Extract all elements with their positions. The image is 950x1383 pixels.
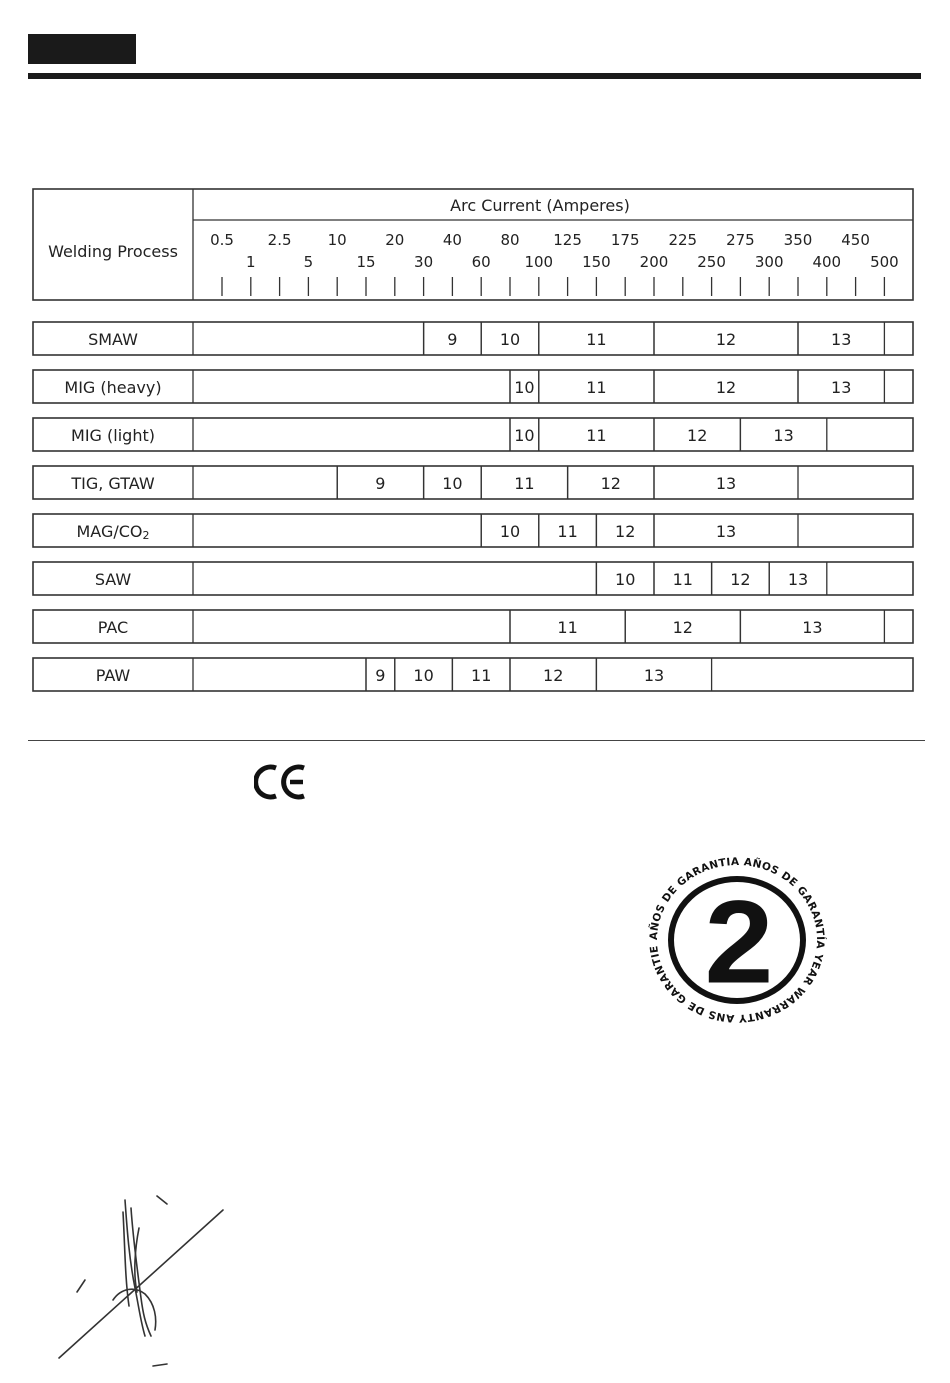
process-name: MIG (heavy) bbox=[64, 378, 162, 397]
ce-mark-icon bbox=[254, 762, 310, 802]
shade-number: 10 bbox=[514, 378, 535, 397]
process-name: MIG (light) bbox=[71, 426, 155, 445]
scale-label-upper: 80 bbox=[500, 231, 520, 249]
warranty-ring-text: AÑOS DE GARANTIA AÑOS DE GARANTÍA YEAR WARRANTY ANS DE GARANTIE bbox=[647, 855, 827, 1025]
shade-number: 12 bbox=[543, 666, 564, 685]
welding-process-header: Welding Process bbox=[48, 242, 178, 261]
shade-number: 12 bbox=[730, 570, 751, 589]
process-row bbox=[33, 370, 913, 403]
scale-label-upper: 175 bbox=[610, 231, 640, 249]
shade-number: 13 bbox=[831, 378, 852, 397]
scale-label-lower: 5 bbox=[303, 253, 314, 271]
shade-number: 11 bbox=[586, 378, 607, 397]
process-row bbox=[33, 562, 913, 595]
shade-number: 12 bbox=[615, 522, 636, 541]
process-name: PAC bbox=[97, 618, 129, 637]
warranty-number: 2 bbox=[704, 876, 774, 1008]
shade-number: 9 bbox=[375, 666, 386, 685]
scale-label-upper: 450 bbox=[841, 231, 870, 249]
process-name: TIG, GTAW bbox=[71, 474, 155, 493]
shade-number: 12 bbox=[672, 618, 693, 637]
shade-number: 10 bbox=[413, 666, 434, 685]
signature bbox=[55, 1188, 235, 1373]
shade-number: 9 bbox=[375, 474, 386, 493]
scale-label-lower: 500 bbox=[870, 253, 899, 271]
scale-label-upper: 350 bbox=[783, 231, 813, 249]
scale-label-upper: 275 bbox=[726, 231, 755, 249]
scale-label-upper: 125 bbox=[553, 231, 582, 249]
scale-label-lower: 100 bbox=[524, 253, 554, 271]
shade-number: 11 bbox=[672, 570, 693, 589]
shade-number: 12 bbox=[715, 378, 737, 397]
shade-number: 10 bbox=[442, 474, 463, 493]
shade-number: 10 bbox=[499, 522, 521, 541]
shade-number: 9 bbox=[447, 330, 458, 349]
arc-current-header: Arc Current (Amperes) bbox=[450, 196, 630, 215]
shade-number: 11 bbox=[557, 522, 578, 541]
scale-label-lower: 30 bbox=[414, 253, 434, 271]
shade-number: 11 bbox=[557, 618, 578, 637]
scale-label-upper: 2.5 bbox=[267, 231, 292, 249]
scale-label-lower: 1 bbox=[246, 253, 256, 271]
shade-number: 13 bbox=[773, 426, 794, 445]
shade-number: 13 bbox=[831, 330, 852, 349]
scale-label-upper: 20 bbox=[385, 231, 405, 249]
section-divider bbox=[28, 740, 925, 741]
scale-label-lower: 400 bbox=[812, 253, 842, 271]
process-row bbox=[33, 514, 913, 547]
scale-label-upper: 40 bbox=[442, 231, 462, 249]
process-row bbox=[33, 610, 913, 643]
shade-number: 13 bbox=[715, 474, 737, 493]
process-name: SAW bbox=[94, 570, 132, 589]
process-name: SMAW bbox=[88, 330, 138, 349]
scale-label-upper: 10 bbox=[327, 231, 347, 249]
scale-label-lower: 200 bbox=[639, 253, 669, 271]
process-row bbox=[33, 466, 913, 499]
process-row bbox=[33, 322, 913, 355]
scale-label-lower: 60 bbox=[471, 253, 491, 271]
shade-number: 11 bbox=[586, 426, 607, 445]
shade-number: 11 bbox=[471, 666, 492, 685]
scale-label-lower: 150 bbox=[582, 253, 611, 271]
scale-label-upper: 225 bbox=[668, 231, 698, 249]
scale-label-lower: 250 bbox=[697, 253, 726, 271]
shade-number: 10 bbox=[615, 570, 636, 589]
scale-label-upper: 0.5 bbox=[210, 231, 234, 249]
process-name: MAG/CO2 bbox=[76, 522, 150, 542]
shade-number: 11 bbox=[586, 330, 607, 349]
scale-label-lower: 300 bbox=[754, 253, 784, 271]
shade-number: 11 bbox=[514, 474, 535, 493]
shade-number: 13 bbox=[643, 666, 665, 685]
shade-number: 12 bbox=[687, 426, 708, 445]
shade-number: 13 bbox=[787, 570, 809, 589]
shade-number: 12 bbox=[600, 474, 621, 493]
shade-number: 12 bbox=[715, 330, 737, 349]
warranty-badge bbox=[637, 855, 837, 1025]
scale-label-lower: 15 bbox=[356, 253, 376, 271]
shade-number: 10 bbox=[514, 426, 535, 445]
shade-number: 13 bbox=[715, 522, 737, 541]
process-name: PAW bbox=[95, 666, 131, 685]
shade-number: 13 bbox=[802, 618, 823, 637]
shade-number: 10 bbox=[499, 330, 521, 349]
